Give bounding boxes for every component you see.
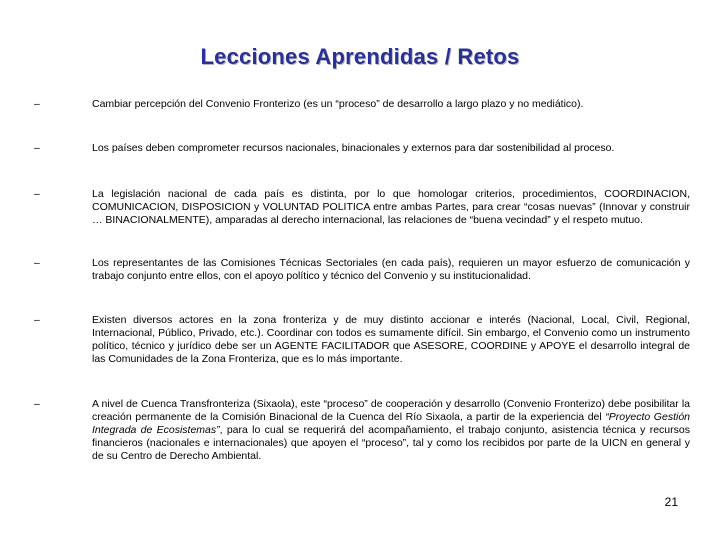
bullet-text-start: A nivel de Cuenca Transfronteriza (Sixaola), este “proceso” de cooperación y desarrollo (Convenio Fronterizo) debe posibilitar la creación permanente de la Comisión Binacional de la Cuenca del Río Sixaola, a partir de la experiencia del — [92, 398, 690, 423]
bullet-text: Los representantes de las Comisiones Técnicas Sectoriales (en cada país), requieren un mayor esfuerzo de comunicación y trabajo conjunto entre ellos, con el apoyo político y técnico del Convenio y su institucionalidad. — [92, 257, 690, 282]
bullet-item — [34, 257, 690, 283]
bullet-marker: – — [34, 188, 40, 200]
bullet-item — [34, 142, 690, 155]
bullet-marker: – — [34, 142, 40, 154]
bullet-marker: – — [34, 257, 40, 269]
bullet-item — [34, 314, 690, 366]
bullet-marker: – — [34, 98, 40, 110]
bullet-item — [34, 98, 690, 111]
page-number: 21 — [664, 495, 678, 509]
bullet-text-project-name: “Proyecto Gestión Integrada de Ecosistemas” — [92, 411, 690, 436]
bullet-text: La legislación nacional de cada país es distinta, por lo que homologar criterios, procedimientos, COORDINACION, COMUNICACION, DISPOSICION y VOLUNTAD POLITICA entre ambas Partes, para crear “cosas nuevas” (Innovar y construir … BINACIONALMENTE), amparadas al derecho internacional, las relaciones de “buena vecindad” y el respeto mutuo. — [92, 188, 690, 226]
bullet-marker: – — [34, 398, 40, 410]
bullet-text: Cambiar percepción del Convenio Fronterizo (es un “proceso” de desarrollo a largo plazo y no mediático). — [92, 98, 584, 110]
bullet-text: Los países deben comprometer recursos nacionales, binacionales y externos para dar sostenibilidad al proceso. — [92, 142, 615, 154]
bullet-text: Existen diversos actores en la zona fronteriza y de muy distinto accionar e interés (Nacional, Local, Civil, Regional, Internacional, Público, Privado, etc.). Coordinar con todos es sumamente difícil. Sin embargo, el Convenio como un instrumento político, técnico y jurídico debe ser un AGENTE FACILITADOR que ASESORE, COORDINE y APOYE el desarrollo integral de las Comunidades de la Zona Fronteriza, que es lo más importante. — [92, 314, 690, 365]
bullet-text-end: , para lo cual se requerirá del acompañamiento, el trabajo conjunto, asistencia técnica y recursos financieros (nacionales e internacionales) que apoyen el “proceso”, tal y como los recibidos por parte de la UICN en general y de su Centro de Derecho Ambiental. — [92, 424, 690, 462]
page-title: Lecciones Aprendidas / Retos — [200, 44, 520, 69]
bullet-item — [34, 188, 690, 227]
bullet-item — [34, 398, 690, 463]
bullet-marker: – — [34, 314, 40, 326]
